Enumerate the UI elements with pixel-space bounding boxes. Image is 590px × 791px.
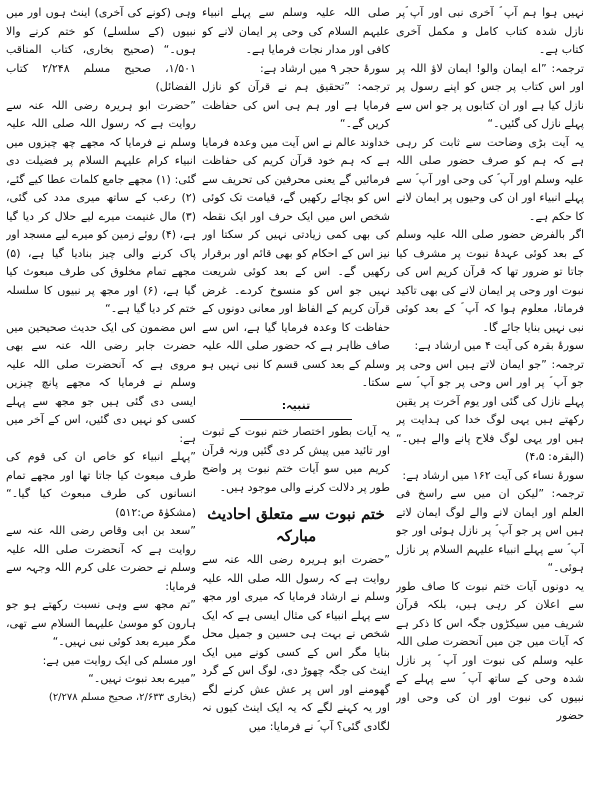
column-middle (202, 4, 390, 791)
paragraph: وہی (کونے کی آخری) اینٹ ہوں اور میں نبیوں (کے سلسلے) کو ختم کرنے والا ہوں۔“ (صحیح بخاری، کتاب المناقب ۱/۵۰۱، صحیح مسلم ۲/۲۴۸ کتاب الفضائل) (6, 6, 196, 93)
paragraph: اور مسلم کی ایک روایت میں ہے: (42, 653, 196, 667)
paragraph: ”پہلے انبیاء کو خاص ان کی قوم کی طرف مبعوث کیا جاتا تھا اور مجھے تمام انسانوں کی طرف مبعوث کیا گیا۔“ (مشکوٰۃ ص:۵۱۲) (6, 450, 196, 519)
column-left (6, 4, 196, 791)
paragraph: ”میرے بعد نبوت نہیں۔“ (88, 672, 196, 685)
paragraph: ترجمہ: ”اے ایمان والو! ایمان لاؤ اللہ پر اور اس کتاب پر جس کو اپنے رسول پر نازل کیا ہے اور ان کتابوں پر جو اس سے پہلے نازل کی گئیں۔“ (396, 61, 584, 130)
paragraph: اگر بالفرض حضور صلی اللہ علیہ وسلم کے بعد کوئی عہدۂ نبوت پر مشرف کیا جاتا تو ضرور تھا کہ قرآن کریم اس کی نبوت اور وحی پر ایمان لانے کی بھی تاکید فرماتا، معلوم ہوا کہ آپ ؐ کے بعد کوئی نبی نہیں بنایا جائے گا۔ (396, 228, 584, 334)
paragraph: ترجمہ: ”تحقیق ہم نے قرآن کو نازل فرمایا ہے اور ہم ہی اس کی حفاظت کریں گے۔“ (202, 80, 390, 130)
column-right (396, 4, 584, 791)
paragraph: ”سعد بن ابی وقاص رضی اللہ عنہ سے روایت ہے کہ آنحضرت صلی اللہ علیہ وسلم نے حضرت علی کرم اللہ وجہہ سے فرمایا: (6, 524, 196, 593)
paragraph: ترجمہ: ”جو ایمان لاتے ہیں اس وحی پر جو آپ ؐ پر اور اس وحی پر جو آپ ؐ سے پہلے نازل کی گئی اور یوم آخرت پر یقین رکھتے ہیں یہی لوگ خدا کی ہدایت پر ہیں اور یہی لوگ فلاح پانے والے ہیں۔“ (البقرہ: ۴،۵) (396, 357, 584, 463)
citation: (بخاری ۲/۶۳۳، صحیح مسلم ۲/۲۷۸) (48, 691, 196, 703)
paragraph: سورۂ حجر ۹ میں ارشاد ہے: (259, 61, 390, 75)
paragraph: یہ آیات بطور اختصار ختم نبوت کے ثبوت اور تائید میں پیش کر دی گئیں ورنہ قرآن کریم میں سو آیات ختم نبوت پر واضح طور پر دلالت کرنے والی موجود ہیں۔ (202, 425, 390, 494)
paragraph: ”حضرت ابو ہریرہ رضی اللہ عنہ سے روایت ہے کہ رسول اللہ صلی اللہ علیہ وسلم نے ارشاد فرمایا کہ میری اور مجھ سے پہلے انبیاء کی مثال ایسی ہے کہ ایک شخص نے بہت ہی حسین و جمیل محل بنایا مگر اس کے کسی کونے میں ایک اینٹ کی جگہ چھوڑ دی، لوگ اس کے گرد گھومنے اور اس پر عش عش کرنے لگے اور یہ کہنے لگے کہ یہ ایک اینٹ کیوں نہ لگادی گئی؟ آپ ؐ نے فرمایا: میں (202, 553, 390, 733)
note-heading: تنبیہ: (281, 398, 311, 412)
paragraph: یہ دونوں آیات ختم نبوت کا صاف طور سے اعلان کر رہی ہیں، بلکہ قرآن شریف میں سیکڑوں جگہ اس کا ذکر ہے کہ آیات میں جن میں آنحضرت صلی اللہ علیہ وسلم کی نبوت اور آپ ؐ پر نازل شدہ وحی کے ساتھ آپ ؐ سے پہلے کے نبیوں کی نبوت اور ان کی وحی اور حضور (396, 579, 584, 722)
paragraph: ”حضرت ابو ہریرہ رضی اللہ عنہ سے روایت ہے کہ رسول اللہ صلی اللہ علیہ وسلم نے فرمایا کہ مجھے چھ چیزوں میں انبیاء کرام علیہم السلام پر فضیلت دی گئی: (۱) مجھے جامع کلمات عطا کیے گئے، (۲) رعب کے ساتھ میری مدد کی گئی، (۳) مال غنیمت میرے لیے حلال کر دیا گیا ہے، (۴) روئے زمین کو میرے لیے مسجد اور پاک کرنے والی چیز بنادیا گیا ہے، (۵) مجھے تمام مخلوق کی طرف مبعوث کیا گیا ہے، (۶) اور مجھ پر نبیوں کا سلسلہ ختم کر دیا گیا ہے۔“ (6, 98, 196, 315)
paragraph: سورۂ نساء کی آیت ۱۶۲ میں ارشاد ہے: (402, 468, 584, 482)
paragraph: ”تم مجھ سے وہی نسبت رکھتے ہو جو ہارون کو موسیٰ علیہما السلام سے تھی، مگر میرے بعد کوئی نبی نہیں۔“ (6, 598, 196, 648)
paragraph: نہیں ہوا ہم آپ ؐ آخری نبی اور آپ ؐپر نازل شدہ کتاب کامل و مکمل آخری کتاب ہے۔ (396, 6, 584, 56)
paragraph: صلی اللہ علیہ وسلم سے پہلے انبیاء علیہم السلام کی وحی پر ایمان لانے کو کافی اور مدار نجات فرمایا ہے۔ (202, 6, 390, 56)
paragraph: اس مضمون کی ایک حدیث صحیحین میں حضرت جابر رضی اللہ عنہ سے بھی مروی ہے کہ آنحضرت صلی اللہ علیہ وسلم نے فرمایا کہ مجھے پانچ چیزیں ایسی دی گئی ہیں جو مجھ سے پہلے کسی کو نہیں دی گئیں، اس کے آخر میں ہے: (6, 320, 196, 445)
underline-divider (240, 419, 353, 420)
paragraph: سورۂ بقرہ کی آیت ۴ میں ارشاد ہے: (414, 339, 584, 352)
section-heading: ختم نبوت سے متعلق احادیث مبارکہ (207, 505, 385, 545)
paragraph: ترجمہ: ”لیکن ان میں سے راسخ فی العلم اور ایمان لانے والے لوگ ایمان لاتے ہیں اس پر جو آپ ؐ پر نازل ہوئی اور جو آپ ؐ سے پہلے انبیاء علیہم السلام پر نازل ہوئی۔“ (396, 487, 584, 574)
paragraph: یہ آیت بڑی وضاحت سے ثابت کر رہی ہے کہ ہم کو صرف حضور صلی اللہ علیہ وسلم اور آپ ؐ کی وحی اور آپ ؐ سے پہلے انبیاء اور ان کی وحیوں پر ایمان لانے کا حکم ہے۔ (396, 135, 584, 223)
paragraph: خداوند عالم نے اس آیت میں وعدہ فرمایا ہے کہ ہم خود قرآن کریم کی حفاظت فرمائیں گے یعنی محرفین کی تحریف سے اس کو بچائے رکھیں گے، قیامت تک کوئی شخص اس میں ایک حرف اور ایک نقطہ کی بھی کمی زیادتی نہیں کر سکتا اور نیز اس کے احکام کو بھی قائم اور برقرار رکھیں گے۔ اس کے بعد کوئی شریعت نہیں جو اس کو منسوخ کردے۔ غرض قرآن کریم کے الفاظ اور معانی دونوں کے حفاظت کا وعدہ فرمایا گیا ہے، اس سے صاف ظاہر ہے کہ حضور صلی اللہ علیہ وسلم کے بعد کسی قسم کا نبی نہیں ہو سکتا۔ (202, 135, 390, 389)
